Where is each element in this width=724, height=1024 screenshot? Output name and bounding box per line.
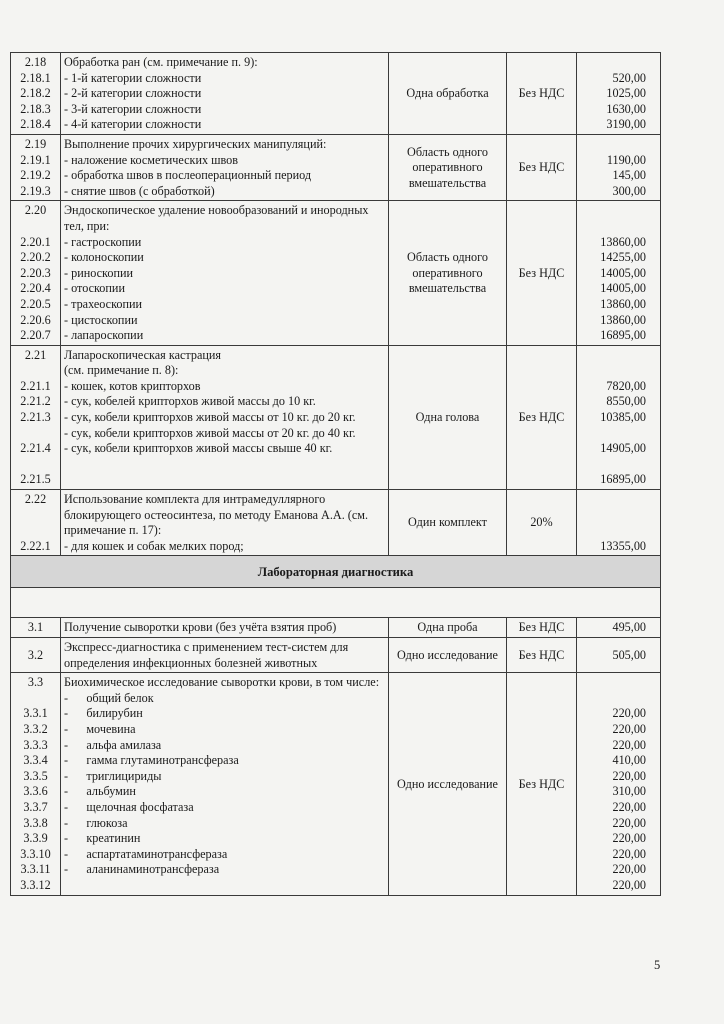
item-number: 3.3.10	[20, 846, 51, 861]
price-value: 16895,00	[600, 472, 646, 487]
price-value: 3190,00	[606, 117, 646, 132]
service-item: - сук, кобели крипторхов живой массы свыше 40 кг.	[64, 441, 333, 456]
page-number: 5	[654, 958, 661, 972]
price-value: 7820,00	[606, 378, 646, 393]
item-number: 2.18.1	[20, 70, 51, 85]
service-name-cell	[61, 345, 389, 489]
item-number: 2.21.3	[20, 410, 51, 425]
unit-cell: Одна проба	[389, 618, 507, 638]
price-value: 310,00	[612, 784, 646, 799]
vat-cell: Без НДС	[507, 201, 577, 345]
service-item: - колоноскопии	[64, 250, 144, 265]
item-number: 3.3.7	[23, 799, 48, 814]
item-number: 2.18.3	[20, 101, 51, 116]
item-number: 2.22	[24, 492, 47, 507]
table-row-2-19	[11, 134, 661, 200]
service-item: - щелочная фосфатаза	[64, 799, 194, 814]
item-number: 2.20.1	[20, 234, 51, 249]
price-cell	[577, 53, 661, 135]
item-number: 3.1	[11, 618, 61, 638]
service-item: - кошек, котов крипторхов	[64, 378, 201, 393]
unit-cell: Область одного оперативного вмешательства	[389, 134, 507, 200]
service-subtitle: (см. примечание п. 8):	[64, 363, 179, 378]
service-title: Обработка ран (см. примечание п. 9):	[64, 55, 258, 69]
item-number-cell	[11, 673, 61, 895]
item-number: 2.20	[24, 203, 47, 218]
price-value: 220,00	[612, 862, 646, 877]
service-item: - гастроскопии	[64, 234, 142, 249]
service-title: Лапароскопическая кастрация	[64, 347, 222, 362]
service-item: - цистоскопии	[64, 312, 138, 327]
price-value: 13355,00	[600, 538, 646, 553]
item-number: 2.21.2	[20, 394, 51, 409]
price-value: 410,00	[612, 753, 646, 768]
service-item: - общий белок	[64, 690, 154, 705]
service-item: - сук, кобели крипторхов живой массы от 20 кг. до 40 кг.	[64, 425, 356, 440]
vat-cell: 20%	[507, 490, 577, 556]
price-value: 220,00	[612, 877, 646, 892]
item-number: 3.3.2	[23, 721, 48, 736]
service-item: - креатинин	[64, 831, 141, 846]
service-title: Использование комплекта для интрамедуллярного блокирующего остеосинтеза, по методу Еманова А.А. (см. примечание п. 17):	[64, 492, 369, 538]
service-item: - лапароскопии	[64, 328, 144, 343]
unit-cell: Область одного оперативного вмешательства	[389, 201, 507, 345]
price-value: 300,00	[612, 183, 646, 198]
price-cell	[577, 201, 661, 345]
item-number: 2.21.5	[20, 472, 51, 487]
item-number: 3.3	[27, 675, 44, 690]
price-value: 220,00	[612, 737, 646, 752]
item-number: 3.3.6	[23, 784, 48, 799]
item-number-cell	[11, 53, 61, 135]
price-table	[10, 52, 661, 896]
service-item: - гамма глутаминотрансфераза	[64, 753, 239, 768]
item-number: 2.20.4	[20, 281, 51, 296]
item-number: 2.22.1	[20, 538, 51, 553]
item-number: 2.20.5	[20, 296, 51, 311]
service-title: Биохимическое исследование сыворотки крови, в том числе:	[64, 675, 380, 690]
table-row-2-20	[11, 201, 661, 345]
service-item: - альфа амилаза	[64, 737, 162, 752]
service-item: - 2-й категории сложности	[64, 86, 202, 101]
price-value: 505,00	[577, 638, 661, 673]
table-row-3-2	[11, 638, 661, 673]
price-value: 220,00	[612, 815, 646, 830]
unit-cell: Одно исследование	[389, 673, 507, 895]
price-value: 1190,00	[606, 152, 646, 167]
item-number: 2.20.3	[20, 265, 51, 280]
service-item: - мочевина	[64, 721, 136, 736]
price-value: 1025,00	[606, 86, 646, 101]
price-value: 14005,00	[600, 281, 646, 296]
price-cell	[577, 345, 661, 489]
unit-cell: Один комплект	[389, 490, 507, 556]
table-row-3-1	[11, 618, 661, 638]
unit-cell: Одно исследование	[389, 638, 507, 673]
price-value: 220,00	[612, 831, 646, 846]
item-number: 3.3.12	[20, 877, 51, 892]
service-name: Экспресс-диагностика с применением тест-систем для определения инфекционных болезней животных	[61, 638, 389, 673]
service-item: - 1-й категории сложности	[64, 70, 202, 85]
section-title: Лабораторная диагностика	[11, 556, 661, 588]
item-number: 2.20.6	[20, 312, 51, 327]
service-name-cell	[61, 673, 389, 895]
price-value: 220,00	[612, 721, 646, 736]
item-number: 3.3.9	[23, 831, 48, 846]
price-value: 14255,00	[600, 250, 646, 265]
item-number-cell	[11, 490, 61, 556]
table-row-3-3	[11, 673, 661, 895]
price-value: 10385,00	[600, 410, 646, 425]
service-name-cell	[61, 490, 389, 556]
service-name-cell	[61, 53, 389, 135]
service-item: - триглицириды	[64, 768, 162, 783]
service-item: - отоскопии	[64, 281, 125, 296]
table-row-2-21	[11, 345, 661, 489]
item-number: 3.3.8	[23, 815, 48, 830]
item-number: 3.3.3	[23, 737, 48, 752]
service-name: Получение сыворотки крови (без учёта взятия проб)	[61, 618, 389, 638]
price-value: 14005,00	[600, 265, 646, 280]
service-title: Выполнение прочих хирургических манипуляций:	[64, 136, 327, 151]
price-value: 220,00	[612, 768, 646, 783]
price-value: 1630,00	[606, 101, 646, 116]
vat-cell: Без НДС	[507, 673, 577, 895]
price-cell	[577, 134, 661, 200]
item-number: 2.19.1	[20, 152, 51, 167]
item-number: 2.18.2	[20, 86, 51, 101]
section-header-row	[11, 556, 661, 588]
item-number: 2.21.1	[20, 378, 51, 393]
service-item: - билирубин	[64, 706, 143, 721]
price-value: 220,00	[612, 799, 646, 814]
item-number: 2.21	[24, 347, 47, 362]
item-number: 3.3.5	[23, 768, 48, 783]
item-number: 2.19.2	[20, 168, 51, 183]
item-number: 2.20.2	[20, 250, 51, 265]
price-value: 220,00	[612, 846, 646, 861]
price-value: 495,00	[577, 618, 661, 638]
item-number: 3.3.11	[20, 862, 51, 877]
service-name-cell	[61, 134, 389, 200]
service-item: - 4-й категории сложности	[64, 117, 202, 132]
price-value: 520,00	[612, 70, 646, 85]
service-item: - 3-й категории сложности	[64, 101, 202, 116]
vat-cell: Без НДС	[507, 345, 577, 489]
vat-cell: Без НДС	[507, 638, 577, 673]
item-number: 2.18	[24, 55, 47, 69]
price-value: 16895,00	[600, 328, 646, 343]
service-item: - альбумин	[64, 784, 136, 799]
price-value: 8550,00	[606, 394, 646, 409]
item-number: 2.19	[24, 136, 47, 151]
vat-cell: Без НДС	[507, 53, 577, 135]
price-value: 14905,00	[600, 441, 646, 456]
unit-cell: Одна голова	[389, 345, 507, 489]
spacer-row	[11, 588, 661, 618]
item-number: 2.19.3	[20, 183, 51, 198]
item-number: 3.2	[11, 638, 61, 673]
service-item: - аспартатаминотрансфераза	[64, 846, 228, 861]
item-number-cell	[11, 201, 61, 345]
price-value: 13860,00	[600, 296, 646, 311]
price-cell	[577, 673, 661, 895]
price-value: 220,00	[612, 706, 646, 721]
service-item: - обработка швов в послеоперационный период	[64, 168, 312, 183]
item-number: 3.3.1	[23, 706, 48, 721]
service-item: - наложение косметических швов	[64, 152, 239, 167]
item-number-cell	[11, 134, 61, 200]
item-number: 2.20.7	[20, 328, 51, 343]
vat-cell: Без НДС	[507, 618, 577, 638]
service-title: Эндоскопическое удаление новообразований и инородных тел, при:	[64, 203, 369, 233]
service-item: - снятие швов (с обработкой)	[64, 183, 215, 198]
item-number: 2.18.4	[20, 117, 51, 132]
service-item: - сук, кобелей крипторхов живой массы до 10 кг.	[64, 394, 316, 409]
item-number: 2.21.4	[20, 441, 51, 456]
service-item: - сук, кобели крипторхов живой массы от 10 кг. до 20 кг.	[64, 410, 356, 425]
service-item: - глюкоза	[64, 815, 128, 830]
service-name-cell	[61, 201, 389, 345]
price-value: 13860,00	[600, 312, 646, 327]
item-number-cell	[11, 345, 61, 489]
price-value: 13860,00	[600, 234, 646, 249]
item-number: 3.3.4	[23, 753, 48, 768]
service-item: - трахеоскопии	[64, 296, 143, 311]
service-item: - аланинаминотрансфераза	[64, 862, 220, 877]
vat-cell: Без НДС	[507, 134, 577, 200]
service-item: - для кошек и собак мелких пород;	[64, 538, 244, 553]
price-value: 145,00	[612, 168, 646, 183]
unit-cell: Одна обработка	[389, 53, 507, 135]
table-row-2-22	[11, 490, 661, 556]
price-cell	[577, 490, 661, 556]
table-row-2-18	[11, 53, 661, 135]
service-item: - риноскопии	[64, 265, 134, 280]
